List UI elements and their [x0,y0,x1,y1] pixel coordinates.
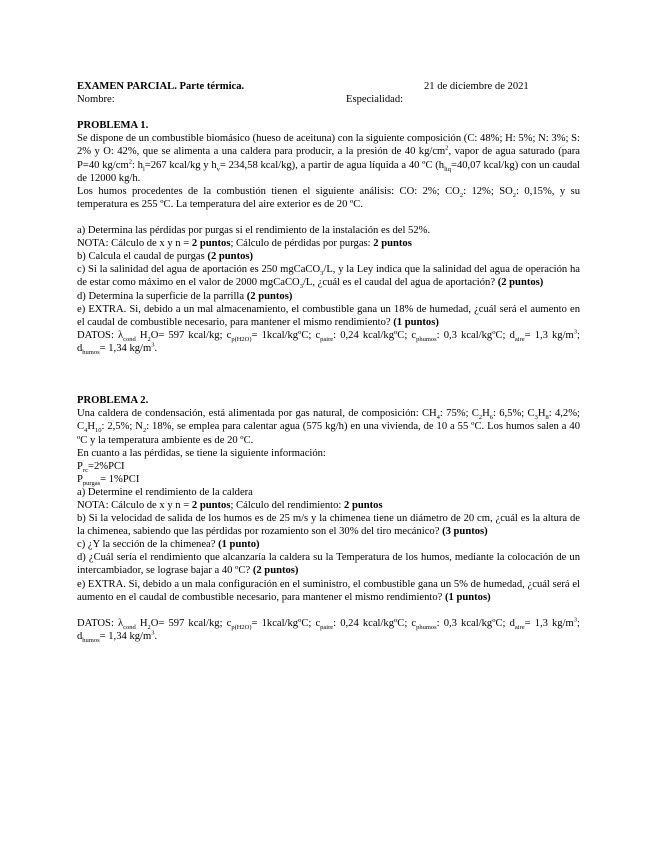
problem-1-item-a: a) Determina las pérdidas por purgas si el rendimiento de la instalación es del 52%. [77,225,431,237]
exam-date: 21 de diciembre de 2021 [424,81,529,92]
header-row-1 [77,80,580,93]
name-label: Nombre: [77,94,115,106]
problem-2-title: PROBLEMA 2. [77,395,149,407]
header-row-2 [77,93,580,106]
problem-2 [77,394,580,643]
problem-1-item-b: b) Calcula el caudal de purgas (2 puntos) [77,251,254,263]
problem-2-note: NOTA: Cálculo de x y n = 2 puntos; Cálculo del rendimiento: 2 puntos [77,500,383,511]
problem-2-loss-rc: $P_{rc}=2\%PCI$ [77,460,125,474]
problem-2-item-b: b) Si la velocidad de salida de los humos es de 25 m/s y la chimenea tiene un diámetro de 20 cm, ¿cuál es la altura de la chimenea, sabiendo que las pérdidas por rozamiento son el 30% del tiro mecánico? (3 puntos) [77,513,580,538]
problem-2-losses-intro: En cuanto a las pérdidas, se tiene la siguiente información: [77,447,326,459]
problem-1-item-e: e) EXTRA. Si, debido a un mal almacenamiento, el combustible gana un 18% de humedad, ¿cuál será el aumento en el caudal de combustible necesario, para mantener el mismo rendimiento? (1 puntos) [77,303,580,328]
problem-2-item-e: e) EXTRA. Si, debido a un mala configuración en el suministro, el combustible gana un 5% de humedad, ¿cuál será el aumento en el caudal de combustible necesario, para mantener el mismo rendimiento? (1 puntos) [77,578,580,603]
problem-1-item-c: c) Si la salinidad del agua de aportación es 250 mgCaCO$_3$/L, y la Ley indica que la salinidad del agua de operación ha de estar como máximo en el valor de 2000 mgCaCO$_3$/L, ¿cuál es el caudal del agua de aportación? (2 puntos) [77,264,580,291]
problem-1-intro: Se dispone de un combustible biomásico (hueso de aceituna) con la siguiente composición (C: 48%; H: 5%; N: 3%; S: 2% y O: 42%, que se alimenta a una caldera para producir, a la presión de 40 $kg/cm^2$, vapor de agua saturado (para P=40 $kg/cm^2$: $h_l=267$ kcal/kg y $h_v= 234,58$ kcal/kg), a partir de agua líquida a 40 ºC ($h_{liq}=40,07$ kcal/kg) con un caudal de 12000 kg/h. [77,133,581,184]
problem-2-item-d: d) ¿Cuál sería el rendimiento que alcanzaría la caldera su la Temperatura de los humos, mediante la colocación de un intercambiador, se lograse bajar a 40 ºC? (2 puntos) [77,552,580,577]
problem-1-datos: DATOS: $\lambda_{cond}$ $H_2O= 597$ kcal/kg; $c_{p(H2O)}=$ 1kcal/kgºC; $c_{paire}$: 0,24 kcal/kgºC; $c_{phumos}$: 0,3 kcal/kgºC; $d_{aire}= 1,3$ $kg/m^3$; $d_{humos}= 1,34$ $kg/m^3$. [77,328,580,356]
specialty-label: Especialidad: [346,94,404,106]
exam-document [77,80,580,643]
problem-1-note: NOTA: Cálculo de x y n = 2 puntos; Cálculo de pérdidas por purgas: 2 puntos [77,238,412,250]
problem-2-item-a: a) Determine el rendimiento de la caldera [77,486,253,498]
problem-1-item-d: d) Determina la superficie de la parrilla (2 puntos) [77,290,293,302]
problem-2-loss-purgas: $P_{purgas}= 1\%PCI$ [77,473,140,487]
problem-1-gases: Los humos procedentes de la combustión tienen el siguiente análisis: CO: 2%; $CO_2$: 12%; $SO_2$: 0,15%, y su temperatura es 255 ºC. La temperatura del aire exterior es de 20 ºC. [77,185,580,210]
problem-2-item-c: c) ¿Y la sección de la chimenea? (1 punto) [77,539,260,551]
problem-1-title: PROBLEMA 1. [77,120,149,132]
exam-title: EXAMEN PARCIAL. Parte térmica. [77,81,245,92]
problem-1 [77,119,580,355]
problem-2-datos: DATOS: $\lambda_{cond}$ $H_2O= 597$ kcal/kg; $c_{p(H2O)}=$ 1kcal/kgºC; $c_{paire}$: 0,24 kcal/kgºC; $c_{phumos}$: 0,3 kcal/kgºC; $d_{aire}= 1,3$ $kg/m^3$; $d_{humos}= 1,34$ $kg/m^3$. [77,616,580,645]
problem-2-intro: Una caldera de condensación, está alimentada por gas natural, de composición: $CH_4$: 75%; $C_2H_6$: 6,5%; $C_3H_8$: 4,2%; $C_4H_{10}$: 2,5%; $N_2$: 18%, se emplea para calentar agua (575 kg/h) en una vivienda, de 10 a 55 ºC. Los humos salen a 40 ºC y la temperatura ambiente es de 20 ºC. [77,408,581,446]
